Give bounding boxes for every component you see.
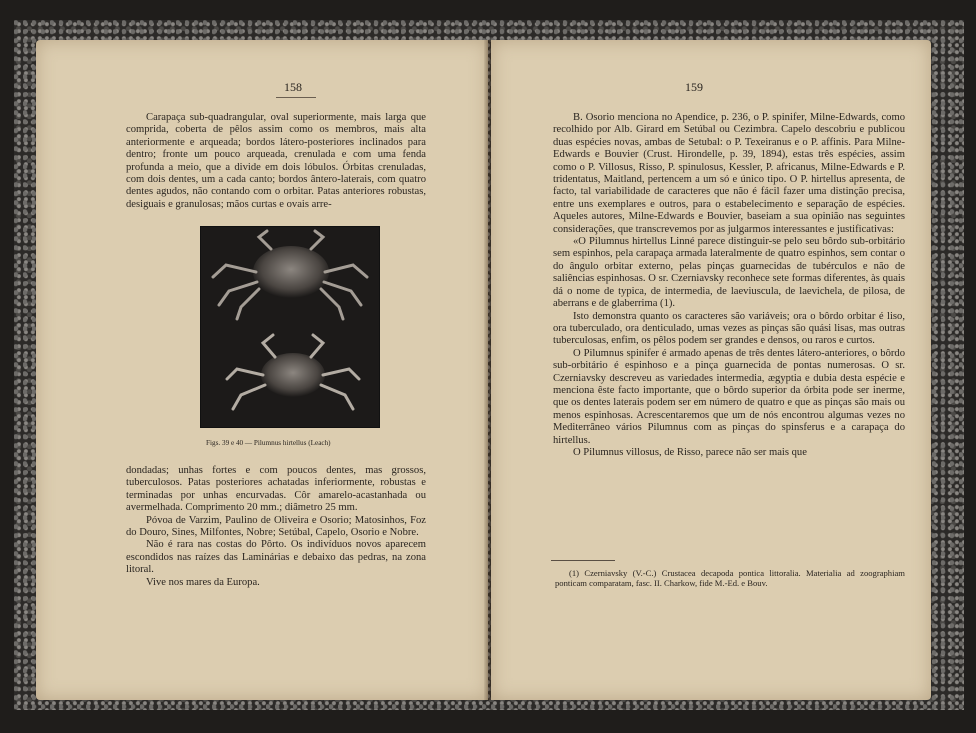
paragraph: Não é rara nas costas do Pôrto. Os indivíduos novos aparecem escondidos nas raízes das Laminárias e debaixo das pedras, na zona litoral. [126, 539, 426, 576]
footnote-text: (1) Czerniavsky (V.-C.) Crustacea decapoda pontica littoralia. Materialia ad zoographiam ponticam comparatam, fasc. II. Charkow, fide M.-Ed. e Bouv. [555, 568, 905, 589]
footnote-rule [551, 560, 615, 561]
left-page [36, 40, 488, 700]
text-block-bottom [126, 465, 426, 589]
paragraph: B. Osorio menciona no Apendice, p. 236, o P. spinifer, Milne-Edwards, como recolhido por Alb. Girard em Setúbal ou Cezimbra. Capelo descobriu e publicou duas espécies novas, ambas de Setubal: o P. Texeiranus e o P. affinis. Para Milne-Edwards e Bouvier (Crust. Hirondelle, p. 39, 1894), estas três espécies, assim como o P. Villosus, Risso, P. spinulosus, Kessler, P. africanus, Milne-Edwards e P. tridentatus, Maitland, pertencem a um só e único tipo. O P. hirtellus apresenta, de facto, tal variabilidade de caracteres que não é fácil fazer uma distinção precisa, entre uns exemplares e outros, para o estabelecimento e separação de espécies. Aqueles autores, Milne-Edwards e Bouvier, baseiam a sua opinião nas seguintes considerações, que transcrevemos por as julgarmos interessantes e justificativas: [553, 112, 905, 235]
paragraph: «O Pilumnus hirtellus Linné parece distinguir-se pelo seu bôrdo sub-orbitário sem espinhos, pela carapaça armada lateralmente de quatro espinhos, sem contar o do ângulo orbitar externo, pelas pinças guarnecidas de tubérculos e não de saliências espinhosas. O sr. Czerniavsky reconhece sete formas diferentes, às quais dá o nome de typica, de intermedia, de laeviuscula, de laevichela, de pilosa, de aberrans e de glaberrima (1). [553, 236, 905, 310]
paragraph: Póvoa de Varzim, Paulino de Oliveira e Osorio; Matosinhos, Foz do Douro, Sines, Milfontes, Nobre; Setúbal, Capelo, Osorio e Nobre. [126, 514, 426, 539]
paragraph: O Pilumnus spinifer é armado apenas de três dentes látero-anteriores, o bôrdo sub-orbitário é espinhoso e a pinça guarnecida de pontas numerosas. O sr. Czerniavsky descreveu as variedades intermedia, ægyptia e dubia desta espécie e menciona êste facto importante, que o bôrdo superior da órbita pode ser inerme, que os dentes laterais podem ser em número de quatro e que as pinças são mais ou menos espinhosas. Acrescentaremos que um de nós encontrou algumas vezes no Mediterrâneo vários Pilumnus com as pinças do spinsferus e a carapaça do hirtellus. [553, 347, 905, 446]
paragraph: dondadas; unhas fortes e com poucos dentes, mas grossos, tuberculosos. Patas posteriores achatadas inferiormente, robustas e terminadas por unhas encurvadas. Côr amarelo-acastanhada ou avermelhada. Comprimento 20 mm.; diâmetro 25 mm. [126, 465, 426, 514]
crab-photo [200, 226, 380, 428]
right-page [491, 40, 931, 700]
header-rule [276, 97, 316, 98]
text-block-top [126, 112, 426, 211]
text-block [553, 112, 905, 459]
footnote [555, 568, 905, 588]
paragraph: Carapaça sub-quadrangular, oval superiormente, mais larga que comprida, coberta de pêlos assim como os membros, mais alta anteriormente e arqueada; bordos látero-posteriores inclinados para dentro; fronte um pouco arqueada, crenulada e com uma fenda profunda a meio, que a divide em dois lóbulos. Órbitas crenuladas, com dois dentes, um a cada canto; bordos ântero-laterais, com quatro dentes agudos, não contando com o orbitar. Patas anteriores robustas, desiguais e granulosas; mãos curtas e ovais arre- [126, 112, 426, 210]
page-number: 159 [685, 80, 703, 94]
paragraph: O Pilumnus villosus, de Risso, parece não ser mais que [573, 446, 807, 458]
page-number: 158 [284, 80, 302, 94]
paragraph: Vive nos mares da Europa. [146, 576, 260, 588]
figure-caption: Figs. 39 e 40 — Pilumnus hirtellus (Leach) [206, 439, 331, 447]
crab-illustration [201, 227, 379, 427]
paragraph: Isto demonstra quanto os caracteres são variáveis; ora o bôrdo orbitar é liso, ora tuberculado, ora denticulado, umas vezes as pinças são quási lisas, mas outras tuberculosas, enfim, os pêlos podem ser grandes e densos, ou raros e curtos. [553, 310, 905, 347]
